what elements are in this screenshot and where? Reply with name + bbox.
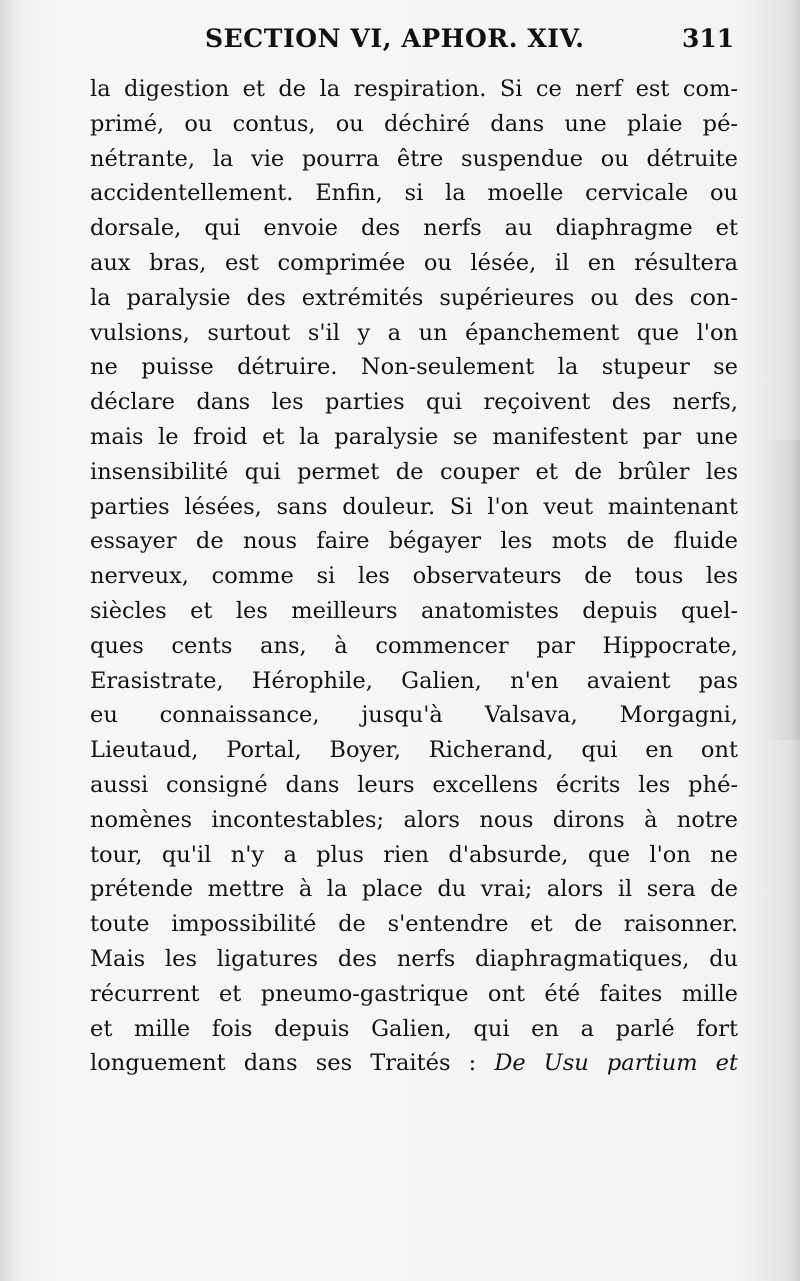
- text-line: Erasistrate, Hérophile, Galien, n'en avaient pas: [90, 667, 738, 694]
- text-line: ques cents ans, à commencer par Hippocrate,: [90, 632, 738, 659]
- text-line: parties lésées, sans douleur. Si l'on veut maintenant: [90, 493, 738, 520]
- text-line-last: [90, 1046, 738, 1081]
- text-line: ne puisse détruire. Non-seulement la stupeur se: [90, 354, 738, 381]
- text-line: tour, qu'il n'y a plus rien d'absurde, que l'on ne: [90, 841, 738, 868]
- text-line: dorsale, qui envoie des nerfs au diaphragme et: [90, 215, 738, 242]
- text-line: vulsions, surtout s'il y a un épanchement que l'on: [90, 319, 738, 346]
- text-line: insensibilité qui permet de couper et de brûler les: [90, 458, 738, 485]
- text-line: la paralysie des extrémités supérieures ou des con-: [90, 284, 738, 311]
- text-line: prétende mettre à la place du vrai; alors il sera de: [90, 876, 738, 903]
- page-number: 311: [682, 24, 735, 53]
- text-line: nomènes incontestables; alors nous dirons à notre: [90, 806, 738, 833]
- text-line: aussi consigné dans leurs excellens écrits les phé-: [90, 771, 738, 798]
- text-line: eu connaissance, jusqu'à Valsava, Morgagni,: [90, 702, 738, 729]
- text-line: déclare dans les parties qui reçoivent des nerfs,: [90, 389, 738, 416]
- page-header: [0, 24, 800, 64]
- text-line: la digestion et de la respiration. Si ce nerf est com-: [90, 76, 738, 102]
- text-line: et mille fois depuis Galien, qui en a parlé fort: [90, 1015, 738, 1042]
- text-line: siècles et les meilleurs anatomistes depuis quel-: [90, 597, 738, 624]
- text-line: nerveux, comme si les observateurs de tous les: [90, 563, 738, 590]
- show-through-shadow: [760, 440, 800, 740]
- text-line: mais le froid et la paralysie se manifestent par une: [90, 423, 738, 450]
- running-head: SECTION VI, APHOR. XIV.: [205, 24, 585, 53]
- text-line: primé, ou contus, ou déchiré dans une plaie pé-: [90, 110, 738, 137]
- last-line-italic: De Usu partium et: [494, 1050, 738, 1077]
- text-line: accidentellement. Enfin, si la moelle cervicale ou: [90, 180, 738, 207]
- text-line: récurrent et pneumo-gastrique ont été faites mille: [90, 980, 738, 1007]
- last-line-roman: longuement dans ses Traités :: [90, 1050, 495, 1077]
- text-line: nétrante, la vie pourra être suspendue ou détruite: [90, 145, 738, 172]
- body-text: [90, 72, 738, 1081]
- text-line: aux bras, est comprimée ou lésée, il en résultera: [90, 249, 738, 276]
- text-line: Lieutaud, Portal, Boyer, Richerand, qui en ont: [90, 737, 738, 764]
- text-line: toute impossibilité de s'entendre et de raisonner.: [90, 911, 738, 938]
- text-line: essayer de nous faire bégayer les mots de fluide: [90, 528, 738, 555]
- text-line: Mais les ligatures des nerfs diaphragmatiques, du: [90, 945, 738, 972]
